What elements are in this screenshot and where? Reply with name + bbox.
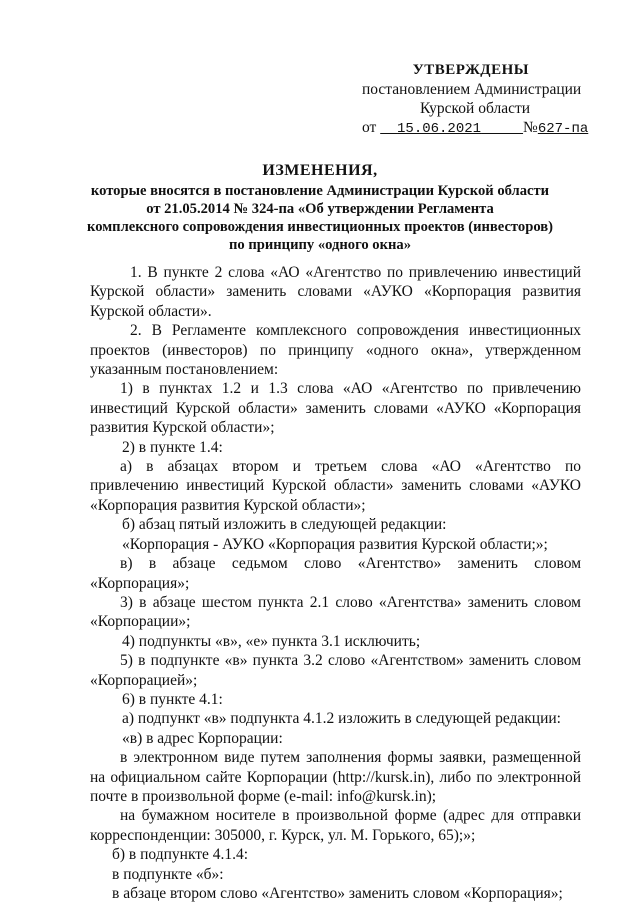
paragraph: б) абзац пятый изложить в следующей редакции: xyxy=(122,516,447,534)
paragraph: «Корпорация - АУКО «Корпорация развития Курской области;»; xyxy=(122,535,548,553)
heading-title: ИЗМЕНЕНИЯ, xyxy=(262,162,378,179)
approval-stamp xyxy=(362,60,592,139)
paragraph: 5) в подпункте «в» пункта 3.2 слово «Агентством» заменить словом «Корпорацией»; xyxy=(90,652,581,689)
document-heading xyxy=(60,160,580,254)
paragraph: на бумажном носителе в произвольной форме (адрес для отправки корреспонденции: 305000, г. Курск, ул. М. Горького, 65);»; xyxy=(90,807,581,844)
paragraph: 1. В пункте 2 слова «АО «Агентство по привлечению инвестиций Курской области» заменить словами «АУКО «Корпорация развития Курской области». xyxy=(90,264,581,320)
paragraph: 4) подпункты «в», «е» пункта 3.1 исключить; xyxy=(122,632,421,650)
paragraph: в электронном виде путем заполнения формы заявки, размещенной на официальном сайте Корпорации (http://kursk.in), либо по электронной почте в произвольной форме (e-mail: info@kursk.in); xyxy=(90,749,581,805)
approval-title: УТВЕРЖДЕНЫ xyxy=(412,62,529,78)
approval-date-prefix: от xyxy=(362,119,377,136)
heading-subtitle-line: которые вносятся в постановление Администрации Курской области xyxy=(90,183,550,199)
paragraph: а) в абзацах втором и третьем слова «АО «Агентство по привлечению инвестиций Курской области» заменить словами «АУКО «Корпорация развития Курской области»; xyxy=(90,458,581,514)
paragraph: в абзаце втором слово «Агентство» заменить словом «Корпорация»; xyxy=(112,885,563,902)
document-body xyxy=(90,263,581,903)
paragraph: 6) в пункте 4.1: xyxy=(122,690,223,708)
paragraph: а) подпункт «в» подпункта 4.1.2 изложить в следующей редакции: xyxy=(122,710,561,728)
paragraph: 1) в пунктах 1.2 и 1.3 слова «АО «Агентство по привлечению инвестиций Курской области» заменить словами «АУКО «Корпорация развития Курской области»; xyxy=(90,380,581,437)
paragraph: 2) в пункте 1.4: xyxy=(122,438,223,456)
approval-line-1: постановлением Администрации xyxy=(362,81,582,98)
approval-number: 627-па xyxy=(537,121,589,137)
heading-subtitle-line: комплексного сопровождения инвестиционных проектов (инвесторов) xyxy=(86,219,553,235)
paragraph: в) в абзаце седьмом слово «Агентство» заменить словом «Корпорация»; xyxy=(90,555,581,592)
heading-subtitle-line: по принципу «одного окна» xyxy=(228,237,412,253)
approval-number-prefix: № xyxy=(523,119,538,136)
approval-date-line xyxy=(362,118,592,139)
approval-line-2: Курской области xyxy=(420,100,531,117)
paragraph: 3) в абзаце шестом пункта 2.1 слово «Агентства» заменить словом «Корпорации»; xyxy=(90,593,581,631)
paragraph: 2. В Регламенте комплексного сопровождения инвестиционных проектов (инвесторов) по принципу «одного окна», утвержденном указанным постановлением: xyxy=(90,322,581,379)
paragraph: «в) в адрес Корпорации: xyxy=(122,729,283,747)
paragraph: в подпункте «б»: xyxy=(112,865,224,883)
approval-date: 15.06.2021 xyxy=(397,121,482,137)
heading-subtitle-line: от 21.05.2014 № 324-па «Об утверждении Регламента xyxy=(146,201,494,217)
paragraph: б) в подпункте 4.1.4: xyxy=(112,846,249,864)
